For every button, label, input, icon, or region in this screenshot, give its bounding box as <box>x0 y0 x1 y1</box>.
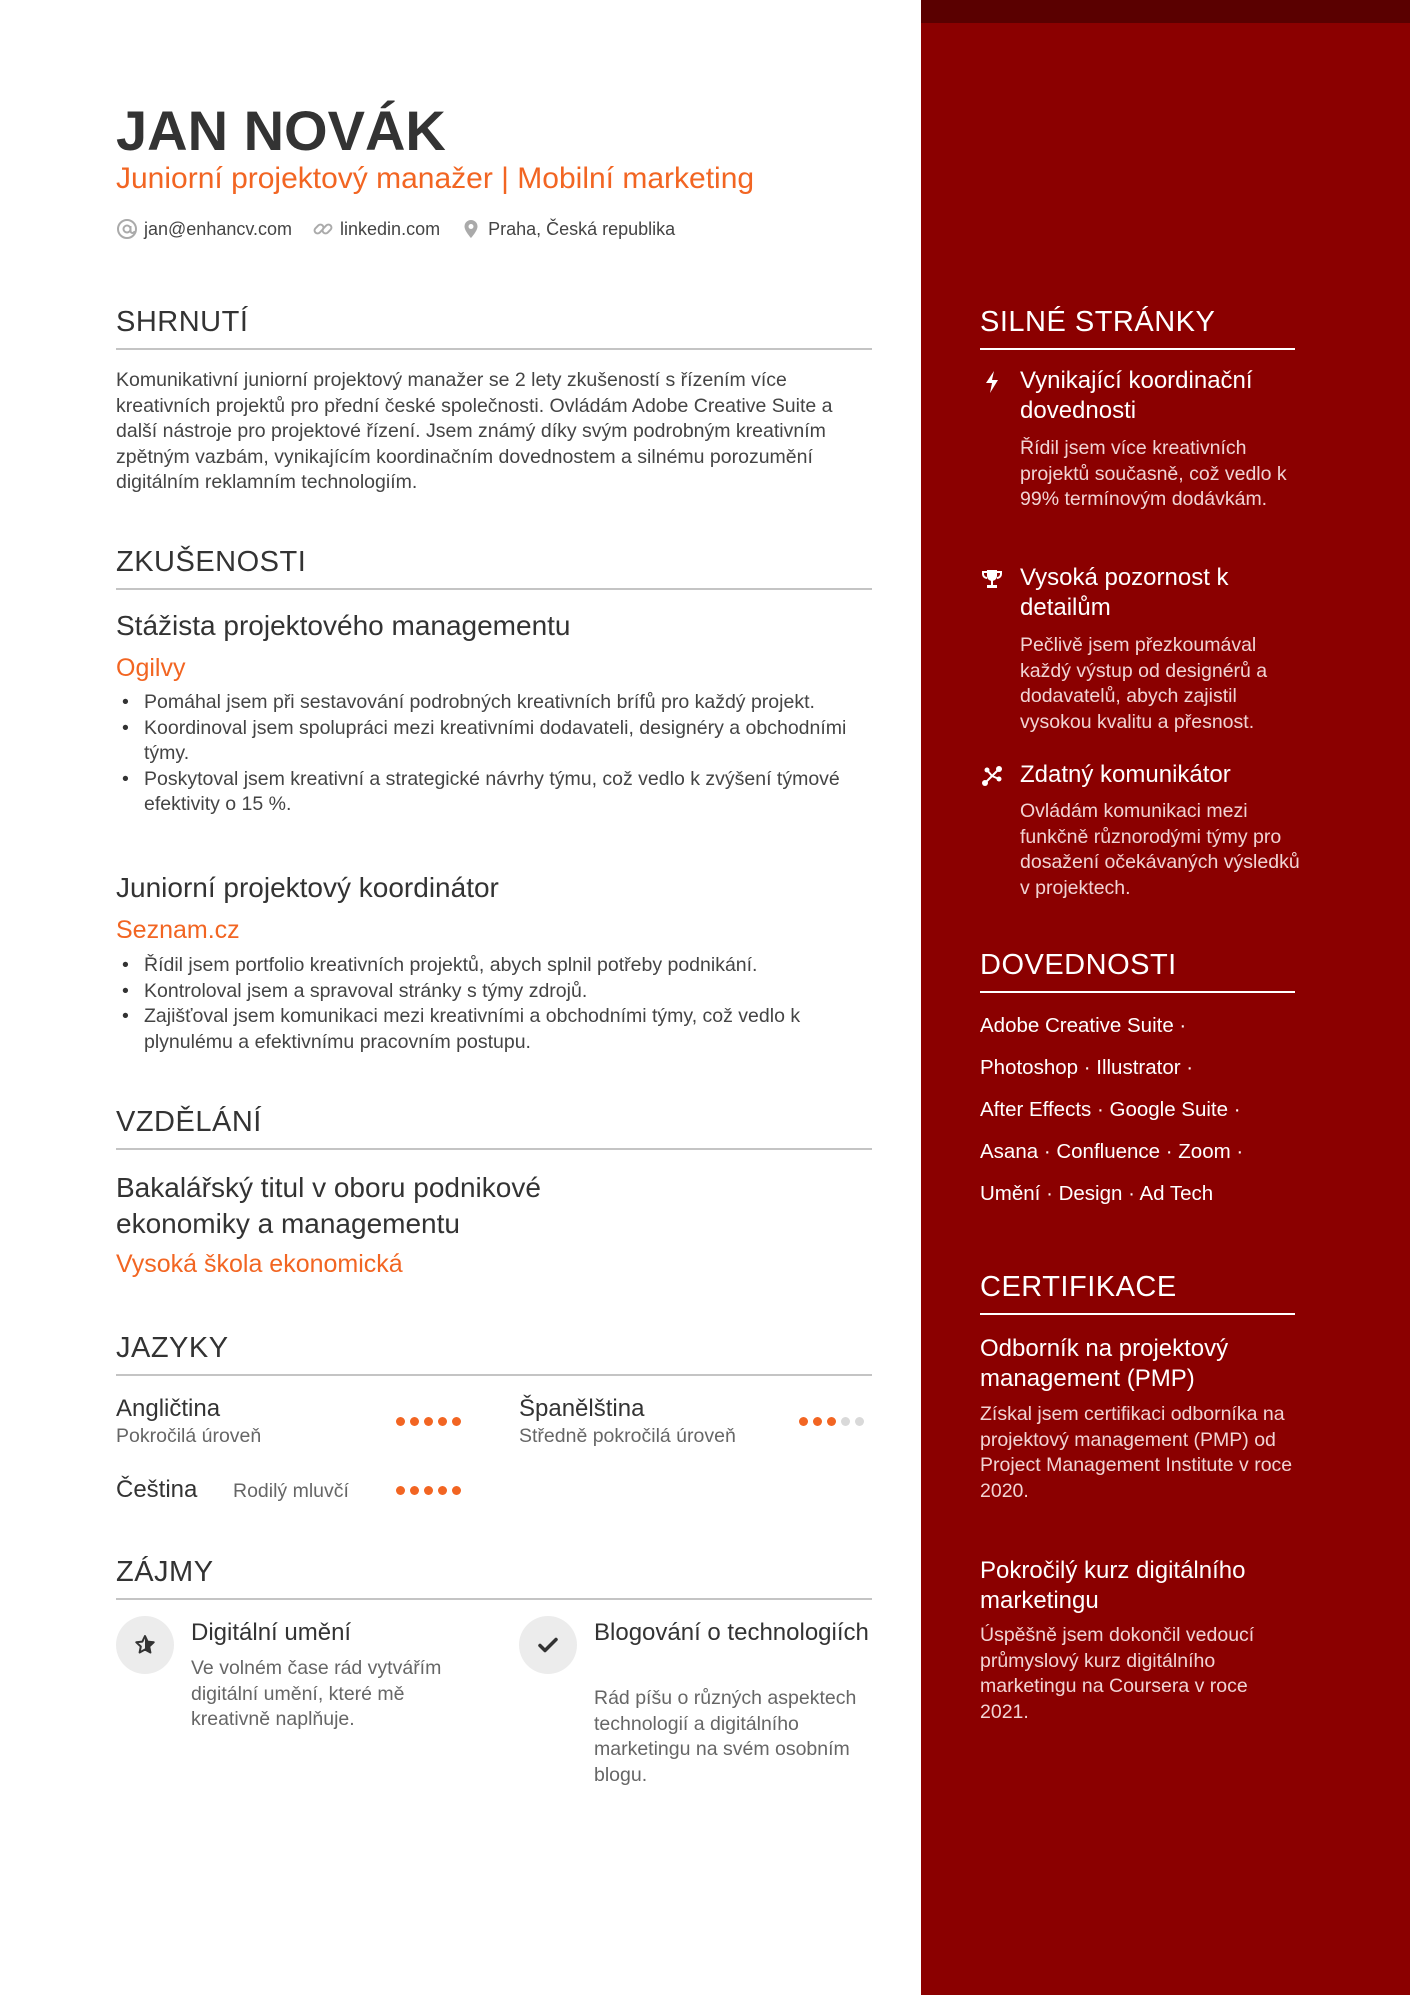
languages-heading: JAZYKY <box>116 1332 872 1376</box>
school-name: Vysoká škola ekonomická <box>116 1250 403 1278</box>
language-rating <box>799 1417 864 1426</box>
language-level: Středně pokročilá úroveň <box>519 1425 736 1447</box>
cert-title: Pokročilý kurz digitálního marketingu <box>980 1557 1246 1614</box>
candidate-name: JAN NOVÁK <box>116 99 446 162</box>
check-icon <box>519 1616 577 1674</box>
summary-text: Komunikativní juniorní projektový manažer se 2 lety zkušeností s řízením více kreativních projektů pro přední české společnosti. Ovládám Adobe Creative Suite a další nástroje pro projektové řízení. Jsem známý díky svým podrobným kreativním zpětným vazbám, vynikajícím koordinačním dovednostem a silnému porozumění digitálním reklamním technologiím. <box>116 369 833 493</box>
list-item: • Poskytoval jsem kreativní a strategické návrhy týmu, což vedlo k zvýšení týmové efektivity o 15 %. <box>116 767 876 818</box>
network-icon <box>980 764 1004 788</box>
skills-list <box>980 1010 1300 1220</box>
rating-dot-filled <box>424 1417 433 1426</box>
skill-row: Asana · Confluence · Zoom · <box>980 1140 1244 1163</box>
strength-desc: Ovládám komunikaci mezi funkčně různorodými týmy pro dosažení očekávaných výsledků v projektech. <box>1020 800 1300 899</box>
rating-dot-filled <box>396 1417 405 1426</box>
skill-row: Photoshop · Illustrator · <box>980 1056 1194 1079</box>
summary-heading: SHRNUTÍ <box>116 306 872 350</box>
strengths-heading: SILNÉ STRÁNKY <box>980 306 1295 350</box>
skills-heading: DOVEDNOSTI <box>980 949 1295 993</box>
strength-title: Vynikající koordinační dovednosti <box>1020 367 1253 424</box>
language-rating <box>396 1486 461 1495</box>
strength-desc: Pečlivě jsem přezkoumával každý výstup od designérů a dodavatelů, abych zajistil vysokou kvalitu a přesnost. <box>1020 634 1268 733</box>
rating-dot-empty <box>855 1417 864 1426</box>
list-item: • Koordinoval jsem spolupráci mezi kreativními dodavateli, designéry a obchodními týmy. <box>116 716 876 767</box>
degree-title: Bakalářský titul v oboru podnikové ekonomiky a managementu <box>116 1172 541 1239</box>
language-rating <box>396 1417 461 1426</box>
skill-row: Umění · Design · Ad Tech <box>980 1182 1214 1205</box>
bolt-icon <box>980 370 1004 394</box>
at-icon <box>116 218 138 240</box>
rating-dot-filled <box>438 1486 447 1495</box>
strength-title: Zdatný komunikátor <box>1020 761 1231 788</box>
contact-location <box>460 218 675 240</box>
list-item: • Zajišťoval jsem komunikaci mezi kreativními a obchodními týmy, což vedlo k plynulému a efektivnímu pracovním postupu. <box>116 1004 876 1055</box>
rating-dot-filled <box>396 1486 405 1495</box>
rating-dot-filled <box>438 1417 447 1426</box>
interest-desc: Ve volném čase rád vytvářím digitální umění, které mě kreativně naplňuje. <box>191 1657 442 1730</box>
skill-row: After Effects · Google Suite · <box>980 1098 1241 1121</box>
language-name: Čeština <box>116 1476 198 1503</box>
rating-dot-filled <box>452 1417 461 1426</box>
contact-linkedin[interactable] <box>312 218 440 240</box>
experience-heading: ZKUŠENOSTI <box>116 546 872 590</box>
interest-title: Blogování o technologiích <box>594 1619 869 1646</box>
skill-row: Adobe Creative Suite · <box>980 1014 1187 1037</box>
language-name: Angličtina <box>116 1395 221 1422</box>
rating-dot-filled <box>827 1417 836 1426</box>
link-icon <box>312 218 334 240</box>
sidebar-top-band <box>921 0 1410 23</box>
language-name: Španělština <box>519 1395 645 1422</box>
list-item: • Řídil jsem portfolio kreativních projektů, abych splnil potřeby podnikání. <box>116 953 876 979</box>
contact-email[interactable] <box>116 218 292 240</box>
rating-dot-filled <box>424 1486 433 1495</box>
certifications-heading: CERTIFIKACE <box>980 1271 1295 1315</box>
list-item: • Kontroloval jsem a spravoval stránky s týmy zdrojů. <box>116 979 876 1005</box>
strength-desc: Řídil jsem více kreativních projektů současně, což vedlo k 99% termínovým dodávkám. <box>1020 437 1287 510</box>
linkedin-text: linkedin.com <box>340 218 441 239</box>
language-level: Pokročilá úroveň <box>116 1425 262 1447</box>
contact-row <box>116 218 695 240</box>
language-level: Rodilý mluvčí <box>233 1480 349 1502</box>
strength-title: Vysoká pozornost k detailům <box>1020 564 1229 621</box>
rating-dot-filled <box>410 1486 419 1495</box>
rating-dot-filled <box>410 1417 419 1426</box>
job-company: Seznam.cz <box>116 916 240 944</box>
candidate-title: Juniorní projektový manažer | Mobilní marketing <box>116 162 755 195</box>
rating-dot-filled <box>813 1417 822 1426</box>
job-bullets <box>116 690 876 818</box>
interests-heading: ZÁJMY <box>116 1556 872 1600</box>
cert-desc: Úspěšně jsem dokončil vedoucí průmyslový kurz digitálního marketingu na Coursera v roce 2021. <box>980 1624 1255 1723</box>
list-item: • Pomáhal jsem při sestavování podrobných kreativních brífů pro každý projekt. <box>116 690 876 716</box>
star-icon <box>116 1616 174 1674</box>
education-heading: VZDĚLÁNÍ <box>116 1106 872 1150</box>
job-title: Juniorní projektový koordinátor <box>116 872 499 903</box>
job-title: Stážista projektového managementu <box>116 610 571 641</box>
interest-title: Digitální umění <box>191 1619 352 1646</box>
rating-dot-empty <box>841 1417 850 1426</box>
job-bullets <box>116 953 876 1055</box>
rating-dot-filled <box>452 1486 461 1495</box>
interest-desc: Rád píšu o různých aspektech technologií a digitálního marketingu na svém osobním blogu. <box>594 1687 857 1786</box>
location-pin-icon <box>460 218 482 240</box>
cert-title: Odborník na projektový management (PMP) <box>980 1335 1229 1392</box>
location-text: Praha, Česká republika <box>488 218 676 239</box>
trophy-icon <box>980 567 1004 591</box>
rating-dot-filled <box>799 1417 808 1426</box>
cert-desc: Získal jsem certifikaci odborníka na projektový management (PMP) od Project Management Institute v roce 2020. <box>980 1403 1293 1502</box>
email-text: jan@enhancv.com <box>144 218 293 239</box>
job-company: Ogilvy <box>116 654 186 682</box>
